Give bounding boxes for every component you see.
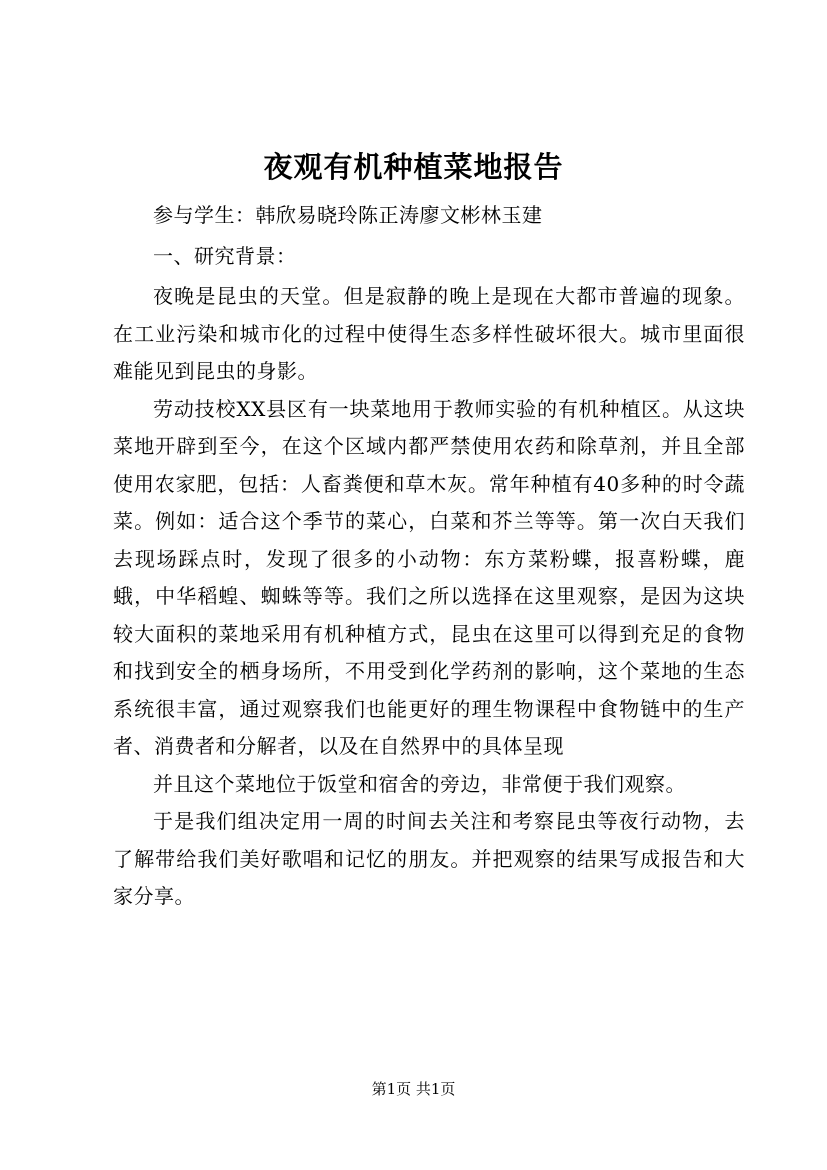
paragraph-site-description: 劳动技校XX县区有一块菜地用于教师实验的有机种植区。从这块菜地开辟到至今，在这个区域内都严禁使用农药和除草剂，并且全部使用农家肥，包括：人畜粪便和草木灰。常年种植有40多种的时令蔬菜。例如：适合这个季节的菜心，白菜和芥兰等等。第一次白天我们去现场踩点时，发现了很多的小动物：东方菜粉蝶，报喜粉蝶，鹿蛾，中华稻蝗、蜘蛛等等。我们之所以选择在这里观察，是因为这块较大面积的菜地采用有机种植方式，昆虫在这里可以得到充足的食物和找到安全的栖身场所，不用受到化学药剂的影响，这个菜地的生态系统很丰富，通过观察我们也能更好的理生物课程中食物链中的生产者、消费者和分解者，以及在自然界中的具体呈现 bbox=[113, 396, 745, 758]
page-footer: 第1页 共1页 bbox=[371, 1080, 456, 1098]
document-title: 夜观有机种植菜地报告 bbox=[263, 150, 564, 184]
document-body bbox=[113, 197, 745, 916]
paragraph-plan: 于是我们组决定用一周的时间去关注和考察昆虫等夜行动物，去了解带给我们美好歌唱和记忆的朋友。并把观察的结果写成报告和大家分享。 bbox=[113, 809, 745, 908]
paragraph-background: 夜晚是昆虫的天堂。但是寂静的晚上是现在大都市普遍的现象。在工业污染和城市化的过程中使得生态多样性破坏很大。城市里面很难能见到昆虫的身影。 bbox=[113, 284, 745, 383]
section-heading: 一、研究背景： bbox=[153, 243, 297, 268]
participants-line: 参与学生：韩欣易晓玲陈正涛廖文彬林玉建 bbox=[153, 203, 543, 227]
paragraph-location: 并且这个菜地位于饭堂和宿舍的旁边，非常便于我们观察。 bbox=[153, 771, 686, 796]
